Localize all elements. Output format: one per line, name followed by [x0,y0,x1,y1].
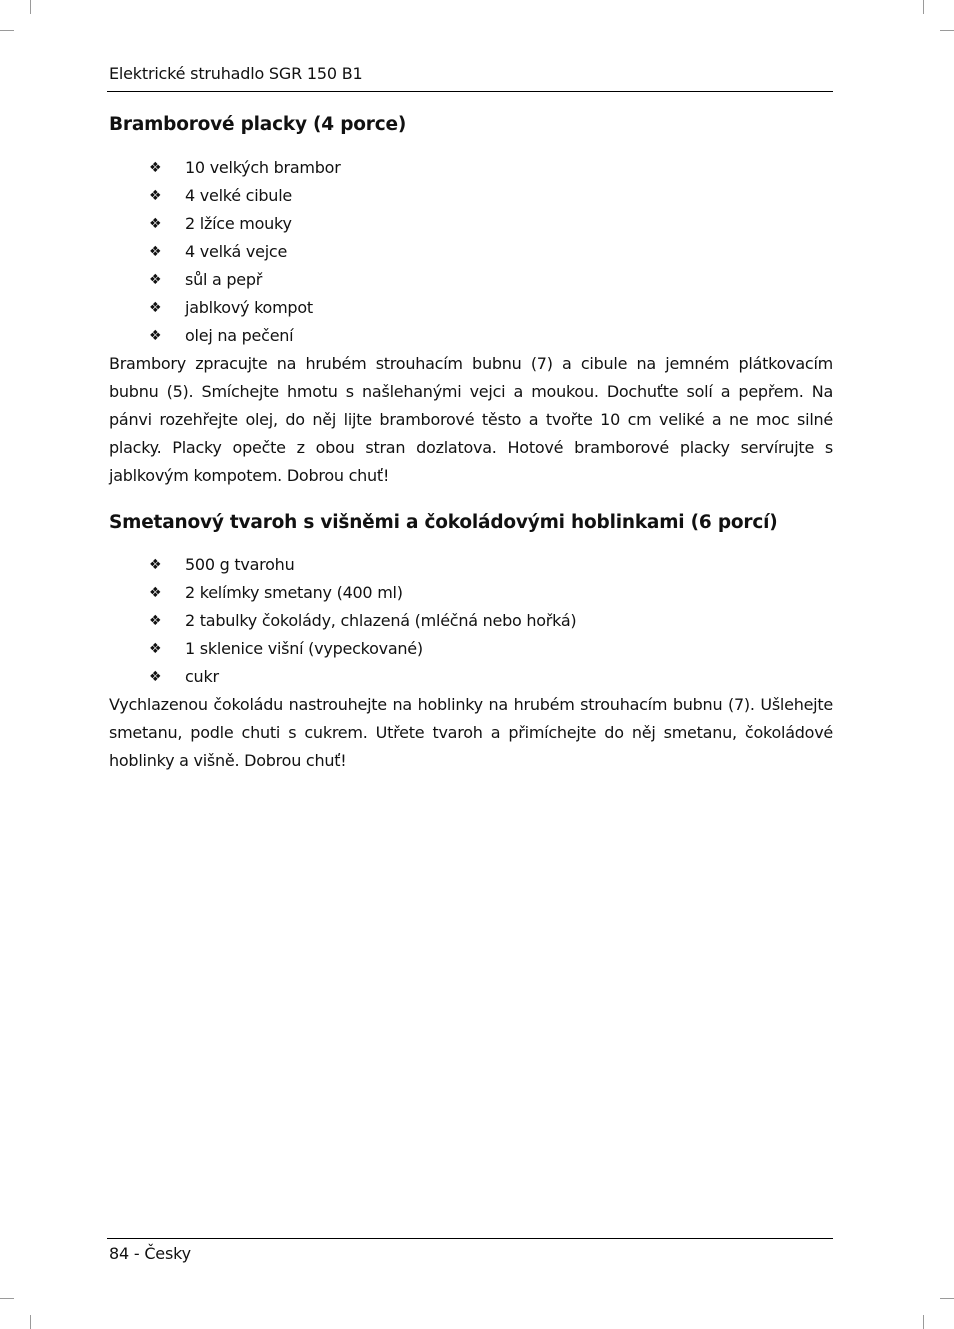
ingredient-list [109,154,833,350]
diamond-bullet-icon: ❖ [149,300,162,316]
ingredient-item [109,635,833,663]
footer-language: Česky [144,1244,191,1263]
ingredient-text: 10 velkých brambor [185,158,341,177]
diamond-bullet-icon: ❖ [149,613,162,629]
footer-rule [107,1238,833,1239]
page-number: 84 [109,1244,129,1263]
ingredient-item [109,551,833,579]
crop-mark [0,30,14,31]
recipe-instructions: Vychlazenou čokoládu nastrouhejte na hoblinky na hrubém strouhacím bubnu (7). Ušlehejte smetanu, podle chuti s cukrem. Utřete tvaroh a přimíchejte do něj smetanu, čokoládové hoblinky a višně. Dobrou chuť! [109,695,833,770]
ingredient-item [109,607,833,635]
diamond-bullet-icon: ❖ [149,216,162,232]
crop-mark [30,1315,31,1329]
ingredient-text: 2 lžíce mouky [185,214,292,233]
running-header: Elektrické struhadlo SGR 150 B1 [109,64,363,83]
ingredient-text: jablkový kompot [185,298,313,317]
crop-mark [940,30,954,31]
recipe-instructions: Brambory zpracujte na hrubém strouhacím bubnu (7) a cibule na jemném plátkovacím bubnu (5). Smíchejte hmotu s našlehanými vejci a moukou. Dochuťte solí a pepřem. Na pánvi rozehřejte olej, do něj lijte bramborové těsto a tvořte 10 cm veliké a ne moc silné placky. Placky opečte z obou stran dozlatova. Hotové bramborové placky servírujte s jablkovým kompotem. Dobrou chuť! [109,354,833,485]
ingredient-item [109,579,833,607]
ingredient-text: 2 tabulky čokolády, chlazená (mléčná nebo hořká) [185,611,577,630]
recipe-title: Bramborové placky (4 porce) [109,114,407,135]
page-footer [109,1244,191,1264]
diamond-bullet-icon: ❖ [149,244,162,260]
ingredient-text: cukr [185,667,219,686]
crop-mark [0,1298,14,1299]
ingredient-text: sůl a pepř [185,270,263,289]
recipe-potato-pancakes [109,110,833,490]
diamond-bullet-icon: ❖ [149,272,162,288]
crop-mark [940,1298,954,1299]
crop-mark [30,0,31,14]
ingredient-text: 2 kelímky smetany (400 ml) [185,583,403,602]
diamond-bullet-icon: ❖ [149,188,162,204]
diamond-bullet-icon: ❖ [149,557,162,573]
ingredient-text: 1 sklenice višní (vypeckované) [185,639,423,658]
crop-mark [923,1315,924,1329]
diamond-bullet-icon: ❖ [149,669,162,685]
recipe-cream-quark [109,508,833,775]
diamond-bullet-icon: ❖ [149,641,162,657]
diamond-bullet-icon: ❖ [149,328,162,344]
ingredient-text: 500 g tvarohu [185,555,295,574]
ingredient-item [109,322,833,350]
ingredient-item [109,238,833,266]
crop-mark [923,0,924,14]
ingredient-text: olej na pečení [185,326,294,345]
ingredient-item [109,154,833,182]
page-content [109,110,833,775]
ingredient-item [109,210,833,238]
footer-separator: - [133,1244,140,1263]
diamond-bullet-icon: ❖ [149,160,162,176]
ingredient-text: 4 velká vejce [185,242,288,261]
ingredient-item [109,294,833,322]
ingredient-list [109,551,833,691]
recipe-title: Smetanový tvaroh s višněmi a čokoládovými hoblinkami (6 porcí) [109,512,778,533]
header-rule [107,91,833,92]
ingredient-item [109,182,833,210]
ingredient-item [109,266,833,294]
ingredient-text: 4 velké cibule [185,186,292,205]
ingredient-item [109,663,833,691]
diamond-bullet-icon: ❖ [149,585,162,601]
